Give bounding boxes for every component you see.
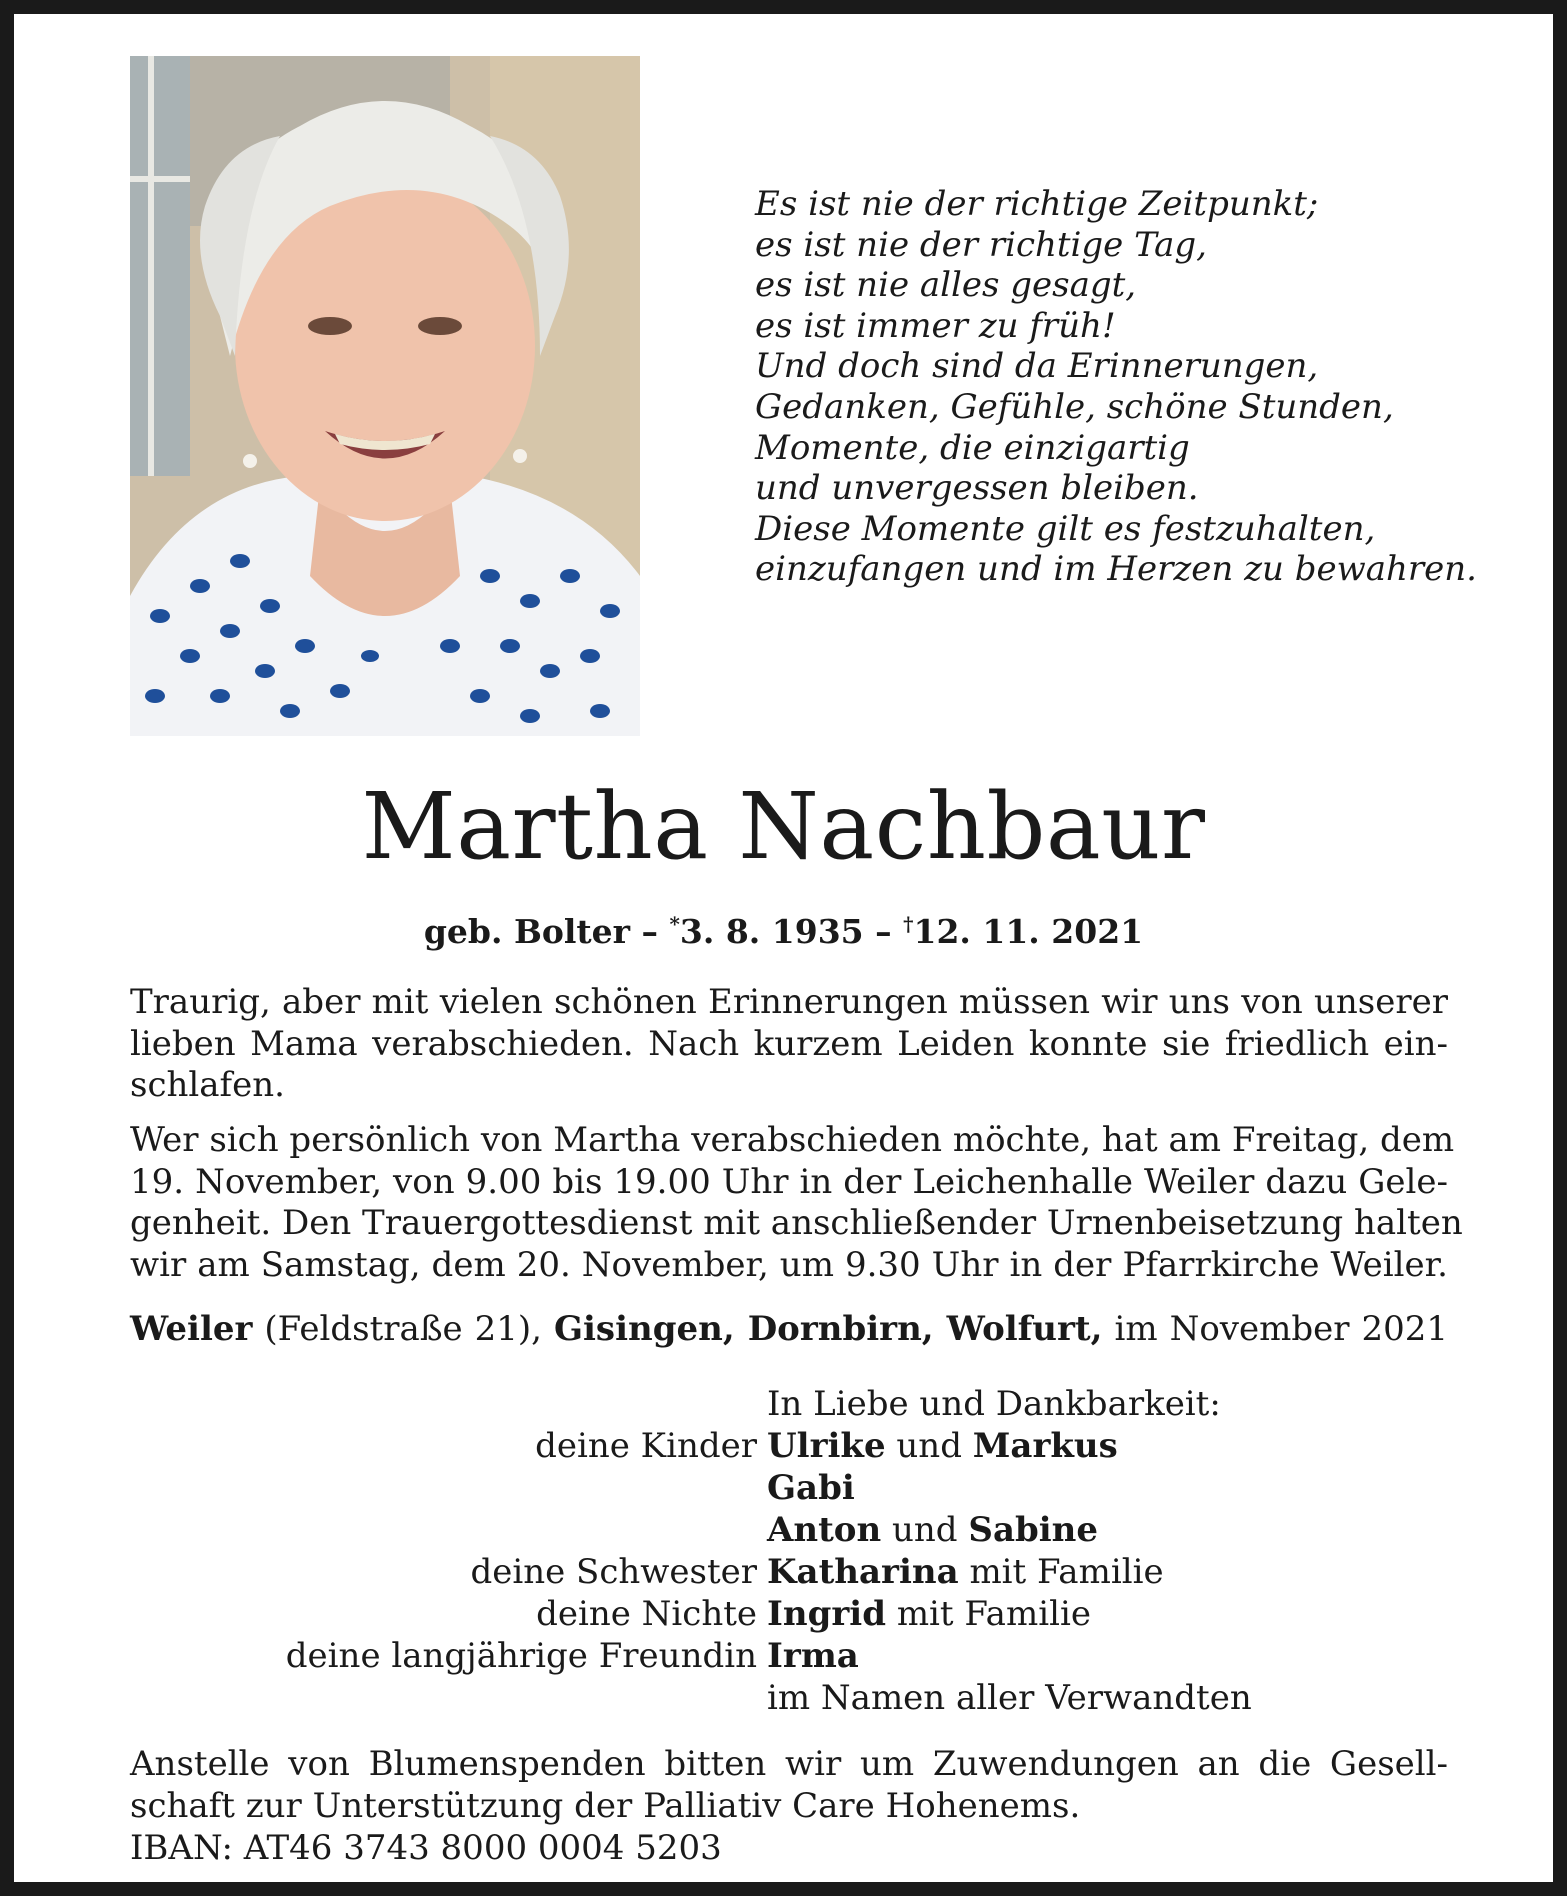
birth-name: geb. Bolter bbox=[423, 911, 631, 951]
poem-line: Gedanken, Gefühle, schöne Stunden, bbox=[755, 386, 1394, 427]
place-date-line bbox=[130, 1308, 1448, 1350]
paragraph-line: wir am Samstag, dem 20. November, um 9.30 Uhr in der Pfarrkirche Weiler. bbox=[130, 1244, 1448, 1285]
mourners-intro: In Liebe und Dankbarkeit: bbox=[767, 1384, 1221, 1424]
poem-line: und unvergessen bleiben. bbox=[755, 468, 1199, 509]
birth-symbol: * bbox=[669, 912, 680, 936]
farewell-paragraph bbox=[130, 982, 1448, 1107]
with-family: mit Familie bbox=[969, 1552, 1164, 1592]
mourner-names bbox=[767, 1636, 859, 1678]
paragraph-line: Wer sich persönlich von Martha verabschieden möchte, hat am Freitag, dem bbox=[130, 1120, 1455, 1160]
paragraph-line: Traurig, aber mit vielen schönen Erinnerungen müssen wir uns von unserer bbox=[130, 982, 1448, 1022]
mourner-row bbox=[14, 1594, 1553, 1636]
donation-request bbox=[130, 1743, 1448, 1869]
poem-line: es ist nie der richtige Tag, bbox=[755, 224, 1207, 265]
mourner-name: Gabi bbox=[767, 1468, 855, 1508]
mourner-row bbox=[14, 1510, 1553, 1552]
paragraph-line: genheit. Den Trauergottesdienst mit anschließender Urnenbeisetzung halten bbox=[130, 1203, 1463, 1243]
mourner-names bbox=[767, 1552, 1164, 1594]
death-symbol: † bbox=[903, 912, 914, 936]
separator: – bbox=[641, 911, 659, 951]
donation-line: Anstelle von Blumenspenden bitten wir um Zuwendungen an die Gesell- bbox=[130, 1744, 1448, 1784]
poem-line: Momente, die einzigartig bbox=[755, 427, 1190, 468]
mourner-row bbox=[14, 1552, 1553, 1594]
and-word: und bbox=[896, 1426, 962, 1466]
mourners-closing: im Namen aller Verwandten bbox=[767, 1678, 1252, 1718]
service-paragraph bbox=[130, 1120, 1463, 1286]
mourner-name: Sabine bbox=[968, 1510, 1099, 1550]
poem-line: einzufangen und im Herzen zu bewahren. bbox=[755, 549, 1477, 590]
portrait-photo bbox=[130, 56, 640, 736]
mourner-name: Ulrike bbox=[767, 1426, 886, 1466]
and-word: und bbox=[892, 1510, 958, 1550]
poem-line: es ist nie alles gesagt, bbox=[755, 265, 1137, 306]
paragraph-line: schlafen. bbox=[130, 1065, 285, 1105]
mourner-row bbox=[14, 1426, 1553, 1468]
iban-line: IBAN: AT46 3743 8000 0004 5203 bbox=[130, 1828, 722, 1868]
donation-line: schaft zur Unterstützung der Palliativ Care Hohenems. bbox=[130, 1786, 1081, 1826]
birth-date: 3. 8. 1935 bbox=[679, 911, 864, 951]
with-family: mit Familie bbox=[896, 1594, 1091, 1634]
mourner-name: Ingrid bbox=[767, 1594, 886, 1634]
mourner-row bbox=[14, 1468, 1553, 1510]
mourner-names bbox=[767, 1468, 855, 1510]
mourner-relation: deine Schwester bbox=[470, 1552, 757, 1592]
poem bbox=[755, 184, 1495, 590]
mourner-relation: deine langjährige Freundin bbox=[285, 1636, 757, 1676]
mourner-relation: deine Nichte bbox=[536, 1594, 757, 1634]
mourner-name: Irma bbox=[767, 1636, 859, 1676]
mourner-names bbox=[767, 1594, 1091, 1636]
life-dates bbox=[14, 904, 1553, 952]
mourner-row bbox=[14, 1636, 1553, 1678]
poem-line: Es ist nie der richtige Zeitpunkt; bbox=[755, 184, 1319, 224]
deceased-name: Martha Nachbaur bbox=[361, 773, 1206, 880]
place-others: Gisingen, Dornbirn, Wolfurt, bbox=[553, 1309, 1103, 1349]
poem-line: Und doch sind da Erinnerungen, bbox=[755, 346, 1319, 387]
poem-line: es ist immer zu früh! bbox=[755, 305, 1116, 346]
mourner-names bbox=[767, 1426, 1118, 1468]
death-date: 12. 11. 2021 bbox=[913, 911, 1144, 951]
separator: – bbox=[875, 911, 892, 951]
mourner-relation: deine Kinder bbox=[535, 1426, 757, 1466]
place-address: (Feldstraße 21), bbox=[264, 1309, 542, 1349]
mourner-name: Anton bbox=[767, 1510, 882, 1550]
poem-line: Diese Momente gilt es festzuhalten, bbox=[755, 508, 1376, 549]
paragraph-line: lieben Mama verabschieden. Nach kurzem Leiden konnte sie friedlich ein- bbox=[130, 1023, 1448, 1064]
mourner-name: Markus bbox=[972, 1426, 1118, 1466]
place-date: im November 2021 bbox=[1114, 1309, 1449, 1349]
mourner-name: Katharina bbox=[767, 1552, 959, 1592]
mourner-row bbox=[14, 1678, 1553, 1720]
place-town: Weiler bbox=[130, 1309, 253, 1349]
paragraph-line: 19. November, von 9.00 bis 19.00 Uhr in der Leichenhalle Weiler dazu Gele- bbox=[130, 1161, 1448, 1202]
mourner-names bbox=[767, 1510, 1098, 1552]
